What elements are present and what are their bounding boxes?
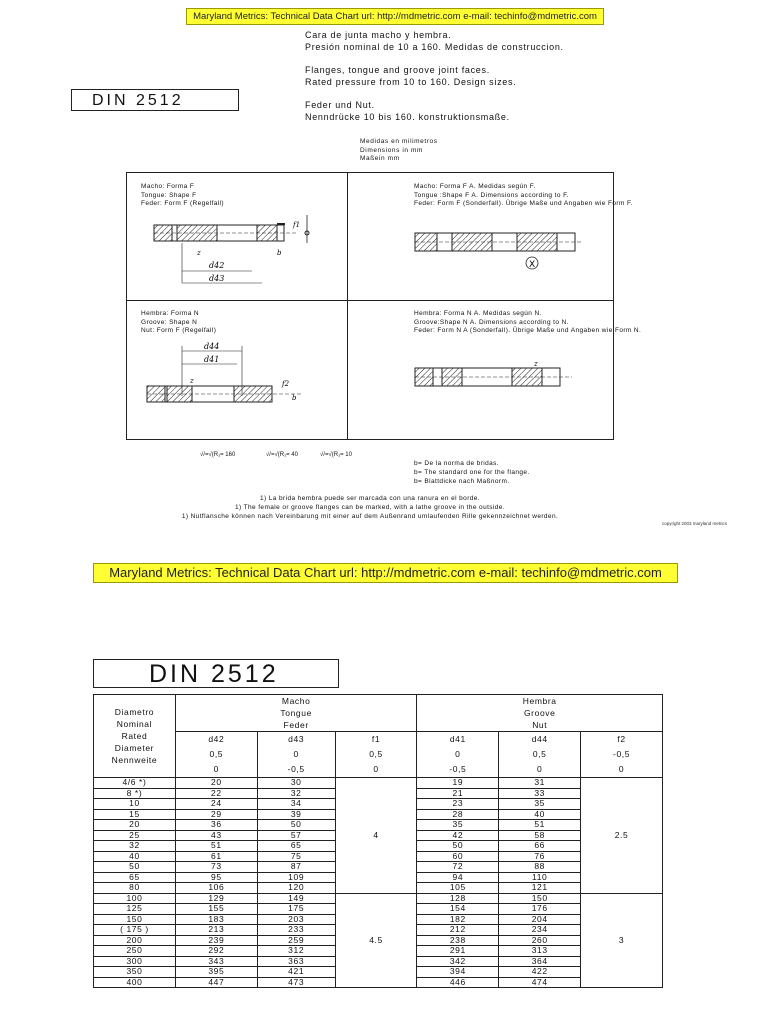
label-z: z	[534, 360, 538, 368]
tongue-flange-drawing	[147, 213, 337, 293]
roughness-formula: √/=√(R₁= 160	[200, 452, 236, 458]
cell-d41: 128	[417, 893, 499, 904]
header-line: Diametro	[114, 707, 155, 717]
b-note	[414, 459, 530, 486]
caption-tongue-fa	[414, 183, 633, 209]
cell-nominal: 20	[94, 820, 176, 831]
units-note	[360, 138, 438, 164]
caption-line: Feder: Form F (Regelfall)	[141, 200, 224, 207]
roughness-formula: √/=√(R₁= 40	[266, 452, 298, 458]
intro-en-line1: Flanges, tongue and groove joint faces.	[305, 65, 490, 75]
col-symbol: f1	[371, 734, 381, 744]
cell-f1: 4	[335, 778, 417, 894]
cell-d44: 58	[499, 830, 581, 841]
cell-d43: 120	[257, 883, 335, 894]
cell-d43: 65	[257, 841, 335, 852]
tol-upper: 0,5	[369, 749, 383, 759]
header-line: Macho	[281, 696, 311, 706]
cell-d43: 109	[257, 872, 335, 883]
cell-d44: 121	[499, 883, 581, 894]
tol-lower: -0,5	[287, 764, 305, 774]
copyright: copyright 2003 maryland metrics	[662, 521, 728, 526]
col-d41	[417, 732, 499, 778]
cell-d43: 473	[257, 977, 335, 988]
flange-diagram	[126, 172, 642, 440]
cell-d44: 76	[499, 851, 581, 862]
cell-d43: 175	[257, 904, 335, 915]
cell-d42: 447	[175, 977, 257, 988]
col-symbol: d42	[208, 734, 225, 744]
cell-d43: 30	[257, 778, 335, 789]
header-line: Nut	[532, 720, 548, 730]
cell-d42: 51	[175, 841, 257, 852]
header-line: Groove	[523, 708, 556, 718]
footnote-de: 1) Nutflansche können nach Vereinbarung mit einer auf dem Außenrand umlaufenden Rille gekennzeichnet werden.	[181, 513, 559, 520]
dimensions-table	[93, 694, 663, 988]
cell-d42: 343	[175, 956, 257, 967]
cell-d44: 364	[499, 956, 581, 967]
label-d44: d44	[204, 342, 220, 351]
cell-f2: 3	[581, 893, 663, 988]
page-title-page2: DIN 2512	[93, 659, 339, 688]
cell-d41: 28	[417, 809, 499, 820]
cell-d43: 57	[257, 830, 335, 841]
col-symbol: d41	[449, 734, 466, 744]
cell-d42: 20	[175, 778, 257, 789]
cell-d41: 212	[417, 925, 499, 936]
cell-nominal: 10	[94, 799, 176, 810]
cell-d43: 203	[257, 914, 335, 925]
cell-d43: 50	[257, 820, 335, 831]
groove-flange-drawing	[142, 336, 342, 431]
cell-d44: 474	[499, 977, 581, 988]
cell-d44: 234	[499, 925, 581, 936]
cell-d42: 292	[175, 946, 257, 957]
cell-nominal: 100	[94, 893, 176, 904]
cell-d41: 21	[417, 788, 499, 799]
label-f1: f1	[293, 221, 301, 229]
cell-d41: 19	[417, 778, 499, 789]
cell-d41: 23	[417, 799, 499, 810]
intro-es-line2: Presión nominal de 10 a 160. Medidas de construccion.	[305, 41, 564, 52]
header-line: Tongue	[280, 708, 312, 718]
caption-line: Feder: Form F (Sonderfall). Übrige Maße und Angaben wie Form F.	[414, 200, 633, 207]
diagram-divider-horizontal	[127, 300, 613, 301]
cell-d41: 35	[417, 820, 499, 831]
cell-d42: 155	[175, 904, 257, 915]
caption-line: Groove:Shape N A. Dimensions according to N.	[414, 318, 569, 326]
col-f1	[335, 732, 417, 778]
label-z: z	[197, 249, 201, 257]
units-en: Dimensions in mm	[360, 146, 424, 154]
hembra-header	[417, 695, 663, 732]
col-symbol: d43	[288, 734, 305, 744]
header-banner: Maryland Metrics: Technical Data Chart url: http://mdmetric.com e-mail: techinfo@mdmetric.com	[186, 8, 604, 25]
cell-d41: 394	[417, 967, 499, 978]
cell-d42: 29	[175, 809, 257, 820]
cell-nominal: 4/6 *)	[94, 778, 176, 789]
tol-upper: 0,5	[532, 749, 547, 759]
tol-upper: 0	[455, 749, 461, 759]
cell-d41: 238	[417, 935, 499, 946]
col-f2	[581, 732, 663, 778]
cell-d43: 259	[257, 935, 335, 946]
cell-d41: 50	[417, 841, 499, 852]
header-line: Nominal	[116, 719, 153, 729]
cell-nominal: 80	[94, 883, 176, 894]
tol-lower: 0	[373, 764, 379, 774]
cell-d41: 446	[417, 977, 499, 988]
cell-d41: 94	[417, 872, 499, 883]
units-de: Maßein mm	[360, 155, 400, 162]
groove-flange-na-drawing	[412, 358, 577, 403]
cell-d41: 182	[417, 914, 499, 925]
cell-d44: 31	[499, 778, 581, 789]
cell-d43: 39	[257, 809, 335, 820]
header-line: Nennweite	[111, 755, 158, 765]
cell-d42: 24	[175, 799, 257, 810]
col-symbol: f2	[617, 734, 626, 744]
cell-d44: 150	[499, 893, 581, 904]
cell-d44: 66	[499, 841, 581, 852]
label-d43: d43	[209, 274, 225, 283]
b-note-es: b= De la norma de bridas.	[414, 460, 499, 467]
cell-nominal: 25	[94, 830, 176, 841]
label-d42: d42	[209, 261, 225, 270]
caption-line: Tongue: Shape F	[141, 191, 197, 199]
label-z: z	[190, 377, 194, 385]
header-line: Diameter	[114, 743, 155, 753]
cell-d42: 22	[175, 788, 257, 799]
label-b: b	[292, 394, 297, 402]
cell-d43: 87	[257, 862, 335, 873]
tol-upper: -0,5	[613, 749, 631, 759]
header-line: Rated	[121, 731, 148, 741]
b-note-en: b= The standard one for the flange.	[414, 469, 530, 476]
col-d43	[257, 732, 335, 778]
label-d41: d41	[204, 355, 220, 364]
intro-de-line2: Nenndrücke 10 bis 160. konstruktionsmaße.	[305, 111, 510, 122]
cell-d42: 183	[175, 914, 257, 925]
cell-nominal: 40	[94, 851, 176, 862]
caption-line: Feder: Form N A (Sonderfall). Übrige Maße und Angaben wie Form N.	[414, 327, 642, 334]
tol-lower: 0	[618, 764, 625, 774]
header-line: Hembra	[522, 696, 557, 706]
cell-d44: 176	[499, 904, 581, 915]
tol-lower: -0,5	[449, 764, 467, 774]
macho-header	[175, 695, 417, 732]
col-d42	[175, 732, 257, 778]
cell-nominal: 350	[94, 967, 176, 978]
cell-d44: 204	[499, 914, 581, 925]
col-d44	[499, 732, 581, 778]
tol-upper: 0	[293, 749, 299, 759]
cell-d41: 105	[417, 883, 499, 894]
cell-d43: 34	[257, 799, 335, 810]
units-es: Medidas en milimetros	[360, 138, 438, 145]
cell-d42: 239	[175, 935, 257, 946]
header-banner-page2: Maryland Metrics: Technical Data Chart url: http://mdmetric.com e-mail: techinfo@mdmetric.com	[93, 563, 678, 583]
cell-d42: 61	[175, 851, 257, 862]
caption-line: Macho: Forma F A. Medidas según F.	[414, 183, 536, 190]
cell-d44: 313	[499, 946, 581, 957]
caption-groove-na	[414, 310, 641, 336]
cell-d42: 43	[175, 830, 257, 841]
caption-tongue-f	[141, 183, 224, 209]
cell-d44: 35	[499, 799, 581, 810]
cell-d41: 42	[417, 830, 499, 841]
caption-line: Tongue :Shape F A. Dimensions according to F.	[414, 191, 569, 199]
cell-d44: 110	[499, 872, 581, 883]
cell-d41: 72	[417, 862, 499, 873]
intro-en-line2: Rated pressure from 10 to 160. Design sizes.	[305, 76, 517, 87]
intro-de-line1: Feder und Nut.	[305, 100, 375, 110]
nominal-header	[94, 695, 176, 778]
cell-d42: 395	[175, 967, 257, 978]
cell-nominal: 200	[94, 935, 176, 946]
cell-d42: 95	[175, 872, 257, 883]
cell-nominal: 32	[94, 841, 176, 852]
footnotes	[120, 494, 620, 521]
cell-d44: 51	[499, 820, 581, 831]
page-title: DIN 2512	[71, 89, 239, 111]
diagram-divider-vertical	[347, 173, 348, 439]
cell-nominal: 50	[94, 862, 176, 873]
cell-d41: 60	[417, 851, 499, 862]
cell-d44: 33	[499, 788, 581, 799]
col-symbol: d44	[531, 734, 548, 744]
intro-text	[305, 30, 564, 135]
cell-d43: 149	[257, 893, 335, 904]
table-row	[94, 893, 663, 904]
cell-nominal: 8 *)	[94, 788, 176, 799]
caption-line: Hembra: Forma N A. Medidas según N.	[414, 310, 542, 317]
tol-upper: 0,5	[209, 749, 224, 759]
intro-es-line1: Cara de junta macho y hembra.	[305, 30, 452, 40]
cell-d42: 213	[175, 925, 257, 936]
cell-nominal: 15	[94, 809, 176, 820]
cell-f1: 4.5	[335, 893, 417, 988]
cell-d42: 73	[175, 862, 257, 873]
cell-d42: 129	[175, 893, 257, 904]
caption-line: Hembra: Forma N	[141, 310, 200, 317]
cell-d43: 312	[257, 946, 335, 957]
cell-d41: 154	[417, 904, 499, 915]
cell-d42: 106	[175, 883, 257, 894]
cell-nominal: 150	[94, 914, 176, 925]
cell-nominal: 65	[94, 872, 176, 883]
cell-d44: 40	[499, 809, 581, 820]
tongue-flange-fa-drawing	[412, 223, 587, 278]
cell-d41: 342	[417, 956, 499, 967]
cell-nominal: 400	[94, 977, 176, 988]
table-row	[94, 778, 663, 789]
cell-d43: 421	[257, 967, 335, 978]
cell-nominal: 250	[94, 946, 176, 957]
cell-nominal: ( 175 )	[94, 925, 176, 936]
header-line: Feder	[283, 720, 309, 730]
cell-d43: 233	[257, 925, 335, 936]
roughness-formula: √/=√(R₁= 10	[320, 452, 352, 458]
caption-line: Nut: Form F (Regelfall)	[141, 327, 217, 334]
footnote-es: 1) La brida hembra puede ser marcada con una ranura en el borde.	[260, 495, 480, 502]
label-x: X	[529, 260, 536, 270]
cell-d43: 75	[257, 851, 335, 862]
b-note-de: b= Blattdicke nach Maßnorm.	[414, 478, 510, 485]
cell-d43: 32	[257, 788, 335, 799]
cell-nominal: 300	[94, 956, 176, 967]
tol-lower: 0	[537, 764, 543, 774]
caption-line: Macho: Forma F	[141, 183, 195, 190]
cell-nominal: 125	[94, 904, 176, 915]
cell-d44: 422	[499, 967, 581, 978]
cell-d42: 36	[175, 820, 257, 831]
tol-lower: 0	[213, 764, 219, 774]
cell-d43: 363	[257, 956, 335, 967]
footnote-en: 1) The female or groove flanges can be marked, with a lathe groove in the outside.	[234, 504, 506, 511]
label-f2: f2	[282, 380, 290, 388]
cell-d44: 88	[499, 862, 581, 873]
cell-d41: 291	[417, 946, 499, 957]
caption-groove-n	[141, 310, 216, 336]
caption-line: Groove: Shape N	[141, 318, 198, 326]
label-b: b	[277, 249, 282, 257]
cell-f2: 2.5	[581, 778, 663, 894]
cell-d44: 260	[499, 935, 581, 946]
